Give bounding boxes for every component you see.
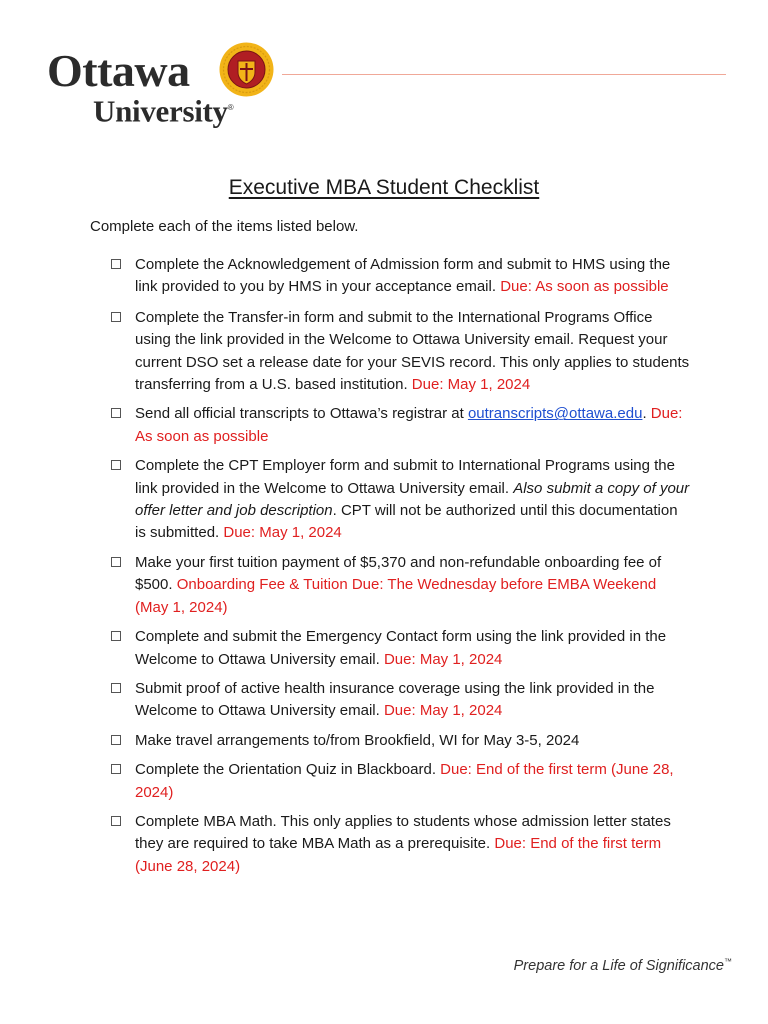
due-date: Due: End of the first term (June 28, 2024) [135, 835, 662, 875]
due-date: Due: End of the first term (June 28, 2024) [135, 761, 674, 801]
due-date: Onboarding Fee & Tuition Due: The Wednesday before EMBA Weekend (May 1, 2024) [135, 576, 657, 616]
checklist-item: Make travel arrangements to/from Brookfield, WI for May 3-5, 2024 [110, 730, 690, 752]
empty-checkbox-icon [111, 259, 121, 269]
letterhead [0, 0, 768, 140]
empty-checkbox-icon [111, 816, 121, 826]
empty-checkbox-icon [111, 557, 121, 567]
checklist-item: Complete the Acknowledgement of Admission form and submit to HMS using the link provided to you by HMS in your acceptance email. Due: As soon as possible [110, 254, 690, 299]
registrar-email-link[interactable]: outranscripts@ottawa.edu [467, 405, 643, 423]
checklist-item: Complete the Orientation Quiz in Blackboard. Due: End of the first term (June 28, 2024) [110, 759, 690, 804]
header-divider [282, 74, 726, 75]
page-title: Executive MBA Student Checklist [228, 176, 540, 199]
empty-checkbox-icon [111, 408, 121, 418]
checklist-item: Complete and submit the Emergency Contact form using the link provided in the Welcome to Ottawa University email. Due: May 1, 2024 [110, 626, 690, 671]
due-date: Due: May 1, 2024 [383, 650, 503, 668]
empty-checkbox-icon [111, 631, 121, 641]
logo-wordmark-university: University® [93, 93, 234, 129]
checklist-item: Complete the Transfer-in form and submit to the International Programs Office using the link provided in the Welcome to Ottawa University email. Request your current DSO set a release date for your SEVIS record. This only applies to students transferring from a U.S. based institution. Due: May 1, 2024 [110, 307, 690, 397]
due-date: Due: May 1, 2024 [383, 702, 503, 720]
empty-checkbox-icon [111, 735, 121, 745]
due-date: Due: As soon as possible [135, 405, 683, 445]
checklist-item: Complete the CPT Employer form and submit to International Programs using the link provided in the Welcome to Ottawa University email. Also submit a copy of your offer letter and job description. CPT will not be authorized until this documentation is submitted. Due: May 1, 2024 [110, 455, 690, 545]
due-date: Due: As soon as possible [500, 278, 669, 296]
empty-checkbox-icon [111, 460, 121, 470]
checklist-item: Send all official transcripts to Ottawa’s registrar at outranscripts@ottawa.edu. Due: As soon as possible [110, 403, 690, 448]
empty-checkbox-icon [111, 764, 121, 774]
logo-wordmark-ottawa: Ottawa [47, 45, 190, 96]
empty-checkbox-icon [111, 683, 121, 693]
due-date: Due: May 1, 2024 [411, 376, 531, 394]
university-seal-icon [219, 42, 274, 97]
checklist-item: Make your first tuition payment of $5,370 and non-refundable onboarding fee of $500. Onboarding Fee & Tuition Due: The Wednesday before EMBA Weekend (May 1, 2024) [110, 552, 690, 619]
intro-text: Complete each of the items listed below. [90, 218, 359, 235]
due-date: Due: May 1, 2024 [223, 524, 342, 542]
checklist [110, 254, 690, 878]
checklist-item: Complete MBA Math. This only applies to students whose admission letter states they are required to take MBA Math as a prerequisite. Due: End of the first term (June 28, 2024) [110, 811, 690, 878]
footer-tagline: Prepare for a Life of Significance™ [513, 957, 732, 974]
checklist-item: Submit proof of active health insurance coverage using the link provided in the Welcome to Ottawa University email. Due: May 1, 2024 [110, 678, 690, 723]
empty-checkbox-icon [111, 312, 121, 322]
